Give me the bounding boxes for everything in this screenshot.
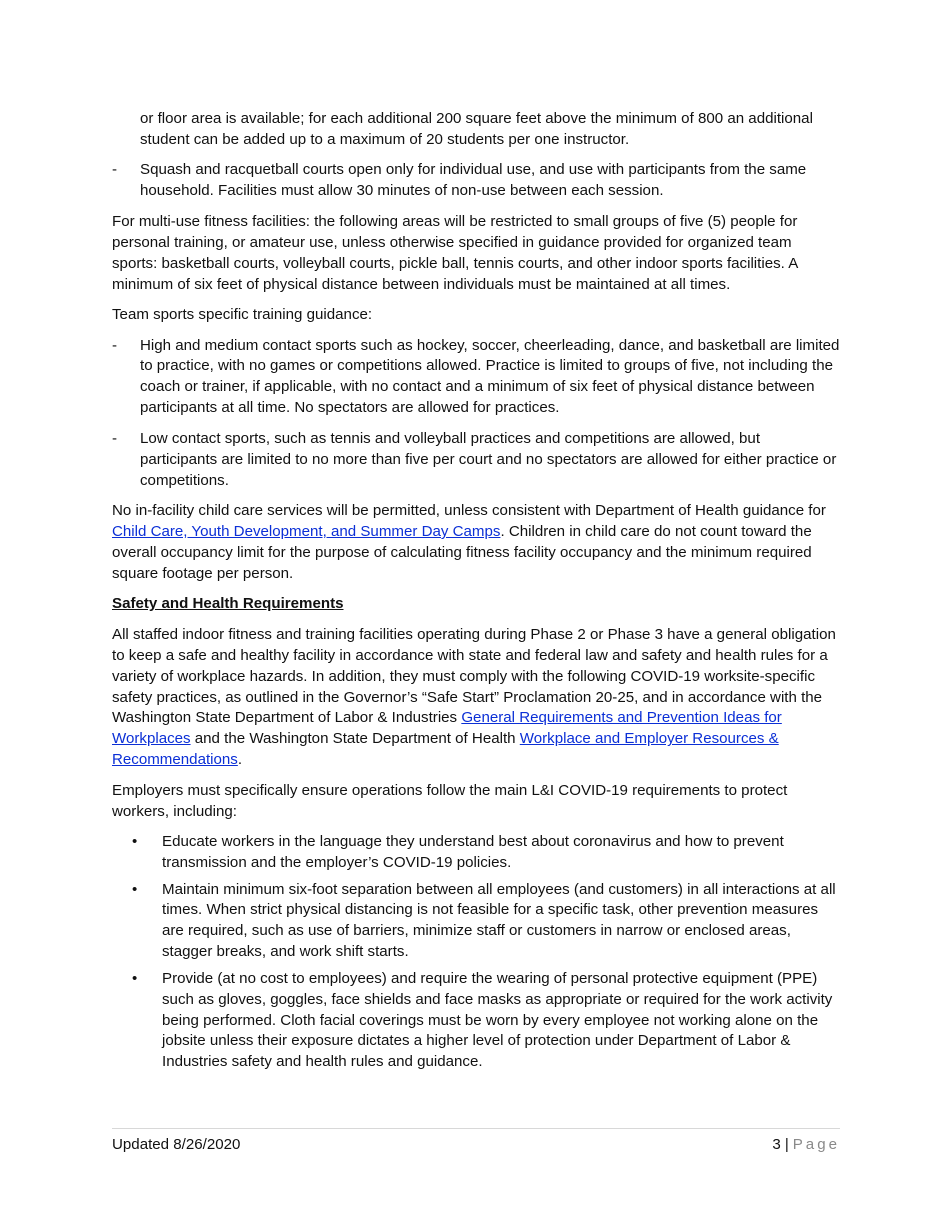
- bullet-text: Educate workers in the language they understand best about coronavirus and how to prevent transmission and the employer’s COVID-19 policies.: [162, 833, 784, 872]
- child-care-text-before: No in-facility child care services will be permitted, unless consistent with Department of Health guidance for: [112, 502, 826, 520]
- general-requirements-link[interactable]: General Requirements and Prevention Ideas for: [461, 709, 782, 727]
- requirement-bullet: [112, 832, 840, 874]
- safety-text-1: All staffed indoor fitness and training facilities operating during Phase 2 or Phase 3 have a general obligation to keep a safe and healthy facility in accordance with state and federal law and safety and health rules for a variety of workplace hazards. In addition, they must comply with the following COVID-19 worksite-specific safety practices, as outlined in the Governor’s “Safe Start” Proclamation 20-25, and in accordance with the Washington State Department of Labor & Industries: [112, 625, 836, 727]
- requirement-bullet: [112, 880, 840, 964]
- dash-marker: -: [112, 429, 118, 447]
- team-item-text: High and medium contact sports such as hockey, soccer, cheerleading, dance, and basketball are limited to practice, with no games or competitions allowed. Practice is limited to groups of five, not including the coach or trainer, if applicable, with no contact and a minimum of six feet of physical distance between participants at all time. No spectators are allowed for practices.: [140, 336, 840, 417]
- multi-use-paragraph: For multi-use fitness facilities: the following areas will be restricted to small groups of five (5) people for personal training, or amateur use, unless otherwise specified in guidance provided for organized team sports: basketball courts, volleyball courts, pickle ball, tennis courts, and other indoor sports facilities. A minimum of six feet of physical distance between individuals must be maintained at all times.: [112, 212, 798, 293]
- dash-marker: -: [112, 161, 118, 179]
- child-care-paragraph: [112, 501, 840, 585]
- employer-resources-link[interactable]: Workplace and Employer Resources & Recommendations: [112, 730, 779, 769]
- page-separator: |: [784, 1136, 789, 1153]
- page-word: Page: [792, 1136, 840, 1153]
- bullet-marker: •: [132, 833, 138, 851]
- bullet-marker: •: [132, 969, 138, 987]
- employers-intro: Employers must specifically ensure operations follow the main L&I COVID-19 requirements to protect workers, including:: [112, 781, 788, 820]
- team-item-text: Low contact sports, such as tennis and volleyball practices and competitions are allowed, but participants are limited to no more than five per court and no spectators are allowed for either practice or competitions.: [140, 429, 837, 489]
- squash-text: Squash and racquetball courts open only for individual use, and use with participants from the same household. Facilities must allow 30 minutes of non-use between each session.: [140, 161, 807, 200]
- requirement-bullet: [112, 969, 840, 1074]
- squash-list-item: [112, 160, 840, 202]
- page-number: 3: [772, 1136, 781, 1153]
- team-list-item: [112, 336, 840, 420]
- page-indicator: [772, 1135, 840, 1155]
- document-page: [112, 109, 840, 1079]
- dash-marker: -: [112, 336, 118, 354]
- child-care-link[interactable]: Child Care, Youth Development, and Summer Day Camps: [112, 522, 501, 540]
- team-list-item: [112, 429, 840, 492]
- workplaces-link[interactable]: Workplaces: [112, 730, 191, 748]
- safety-paragraph: [112, 625, 840, 771]
- updated-date: Updated 8/26/2020: [112, 1136, 241, 1153]
- safety-text-2: and the Washington State Department of Health: [190, 730, 520, 748]
- bullet-text: Provide (at no cost to employees) and require the wearing of personal protective equipment (PPE) such as gloves, goggles, face shields and face masks as appropriate or required for the work activity being performed. Cloth facial coverings must be worn by every employee not working alone on the jobsite unless their exposure dictates a higher level of protection under Department of Labor & Industries safety and health rules and guidance.: [162, 969, 833, 1071]
- safety-text-3: .: [237, 751, 243, 769]
- team-sports-intro: Team sports specific training guidance:: [112, 306, 373, 324]
- bullet-text: Maintain minimum six-foot separation between all employees (and customers) in all interactions at all times. When strict physical distancing is not feasible for a specific task, other prevention measures are required, such as use of barriers, minimize staff or customers in narrow or enclosed areas, stagger breaks, and work shift starts.: [162, 880, 836, 961]
- page-footer: [112, 1128, 840, 1153]
- child-care-text-after: . Children in child care do not count toward the overall occupancy limit for the purpose of calculating fitness facility occupancy and the minimum required square footage per person.: [112, 522, 812, 582]
- bullet-marker: •: [132, 880, 138, 898]
- safety-heading: Safety and Health Requirements: [112, 595, 344, 613]
- continuation-text: or floor area is available; for each additional 200 square feet above the minimum of 800 an additional student can be added up to a maximum of 20 students per one instructor.: [140, 110, 813, 148]
